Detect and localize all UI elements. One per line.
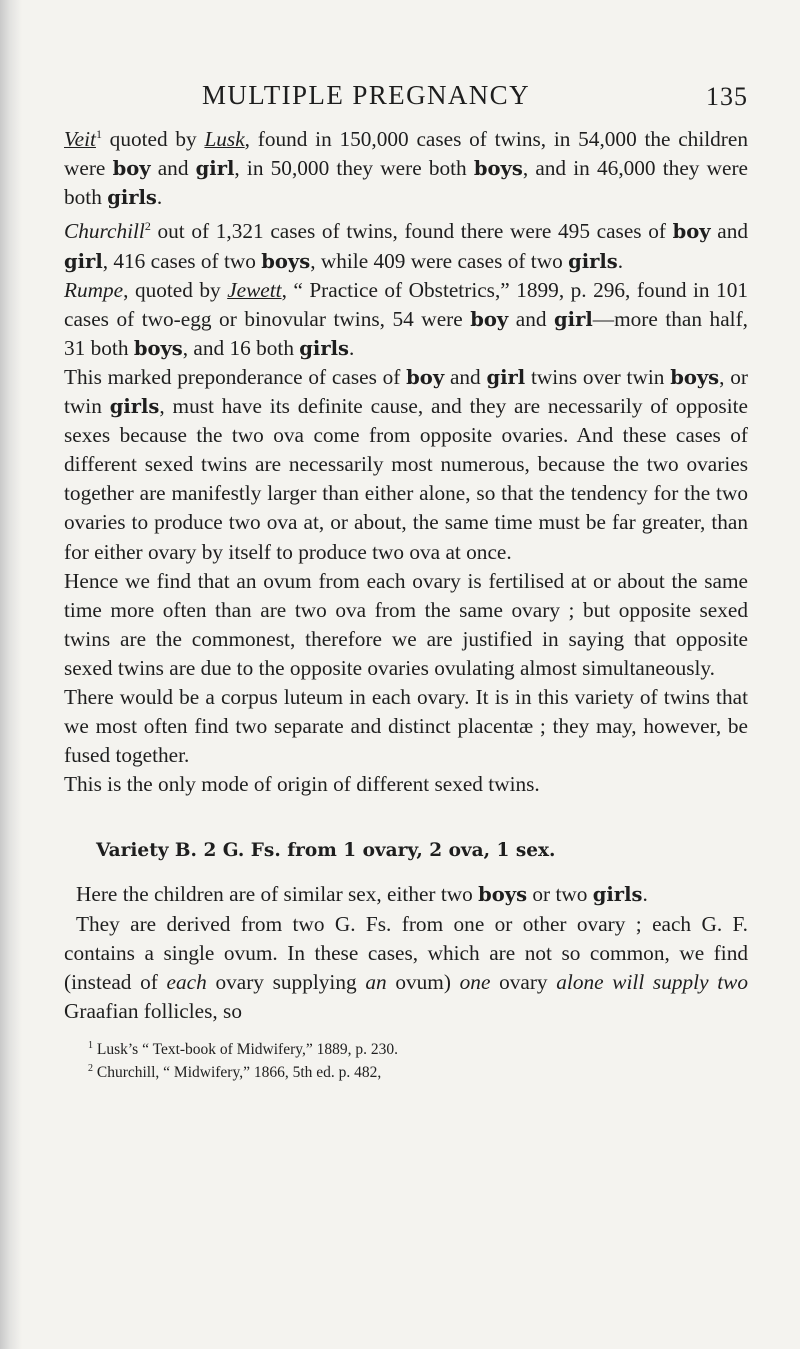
paragraph-corpus-luteum: There would be a corpus luteum in each ovary. It is in this variety of twins that we most often find two separate and distinct placentæ ; they may, however, be fused together.	[64, 684, 748, 768]
running-title: MULTIPLE PREGNANCY	[202, 80, 530, 110]
paragraph-preponderance: This marked preponderance of cases of boy and girl twins over twin boys, or twin girls, must have its definite cause, and they are necessarily of opposite sexes because the two ova come from opposite ovaries. And these cases of different sexed twins are necessarily most numerous, because the two ovaries together are manifestly larger than either alone, so that the tendency for the two ovaries to produce two ova at, or about, the same time must be far greater, than for either ovary by itself to produce two ova at once.	[64, 364, 749, 564]
paragraph-veit: Veit$^1$ quoted by Lusk, found in 150,000 cases of twins, in 54,000 the children were boy and girl, in 50,000 they were both boys, and in 46,000 they were both girls.	[64, 127, 748, 210]
paragraph-hence: Hence we find that an ovum from each ovary is fertilised at or about the same time more often than are two ova from the same ovary ; but opposite sexed twins are the commonest, therefore we are justified in saying that opposite sexed twins are due to the opposite ovaries ovulating almost simultaneously.	[64, 568, 748, 680]
paragraph-churchill: Churchill$^2$ out of 1,321 cases of twins, found there were 495 cases of boy and girl, 416 cases of two boys, while 409 were cases of two girls.	[64, 219, 748, 273]
footnote: $^2$ Churchill, “ Midwifery,” 1866, 5th ed. p. 482,	[88, 1063, 382, 1082]
body-text	[64, 120, 748, 1026]
paragraph-similar-sex: Here the children are of similar sex, either two boys or two girls.	[76, 882, 648, 907]
variety-b-heading: Variety B. 2 G. Fs. from 1 ovary, 2 ova, 1 sex.	[96, 840, 556, 862]
page-number: 135	[706, 82, 748, 111]
book-spine-shadow	[0, 0, 22, 1349]
book-page	[64, 80, 748, 1082]
paragraph-derived: They are derived from two G. Fs. from one or other ovary ; each G. F. contains a single ovum. In these cases, which are not so common, we find (instead of each ovary supplying an ovum) one ovary alone will supply two Graafian follicles, so	[64, 911, 749, 1023]
paragraph-only-mode: This is the only mode of origin of different sexed twins.	[64, 772, 540, 797]
paragraph-rumpe: Rumpe, quoted by Jewett, “ Practice of Obstetrics,” 1899, p. 296, found in 101 cases of two-egg or binovular twins, 54 were boy and girl—more than half, 31 both boys, and 16 both girls.	[64, 277, 749, 360]
footnote: $^1$ Lusk’s “ Text-book of Midwifery,” 1889, p. 230.	[88, 1039, 398, 1059]
footnotes	[64, 1036, 748, 1082]
running-header	[64, 80, 748, 120]
